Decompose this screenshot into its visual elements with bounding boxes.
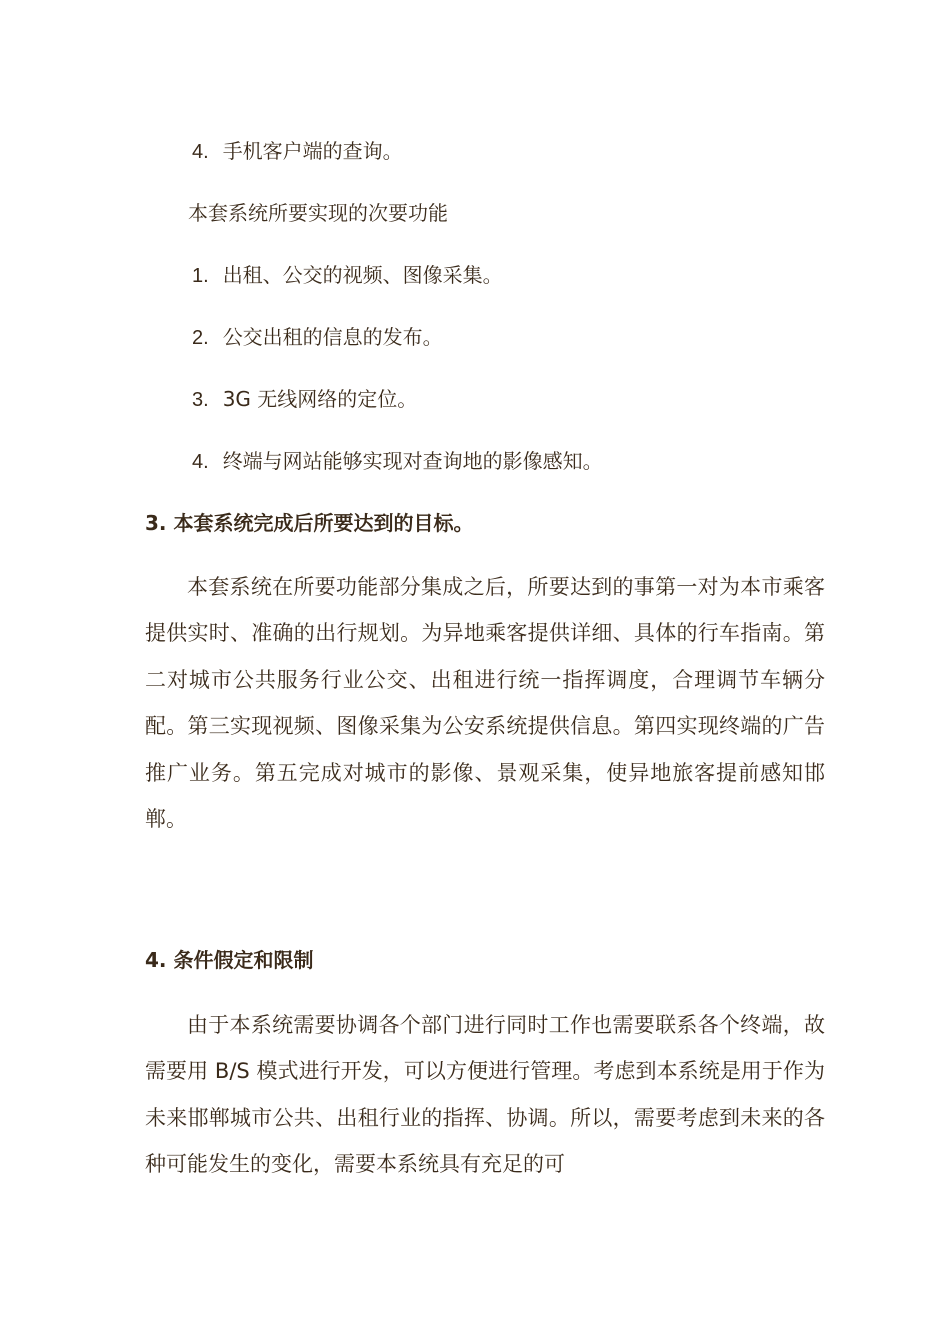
list-item-number: 2. <box>192 327 209 349</box>
section-heading-assumptions: 4. 条件假定和限制 <box>145 948 314 972</box>
section-paragraph-assumptions: 由于本系统需要协调各个部门进行同时工作也需要联系各个终端，故需要用 B/S 模式进行开发，可以方便进行管理。考虑到本系统是用于作为未来邯郸城市公共、出租行业的指挥、协调。所以，需要考虑到未来的各种可能发生的变化，需要本系统具有充足的可 <box>145 1013 825 1177</box>
list-item-text: 3G 无线网络的定位。 <box>222 387 418 411</box>
list-item <box>192 137 403 166</box>
list-item <box>192 261 503 290</box>
list-item-number: 4. <box>192 451 209 473</box>
list-item-number: 3. <box>192 389 209 411</box>
list-item-number: 4. <box>192 141 209 163</box>
list-item-text: 终端与网站能够实现对查询地的影像感知。 <box>222 449 603 473</box>
list-item-text: 公交出租的信息的发布。 <box>222 325 443 349</box>
secondary-functions-intro: 本套系统所要实现的次要功能 <box>188 201 448 225</box>
section-paragraph-goals: 本套系统在所要功能部分集成之后，所要达到的事第一对为本市乘客提供实时、准确的出行规划。为异地乘客提供详细、具体的行车指南。第二对城市公共服务行业公交、出租进行统一指挥调度，合理调节车辆分配。第三实现视频、图像采集为公安系统提供信息。第四实现终端的广告推广业务。第五完成对城市的影像、景观采集，使异地旅客提前感知邯郸。 <box>145 575 825 832</box>
list-item-text: 手机客户端的查询。 <box>222 139 403 163</box>
list-item <box>192 323 443 352</box>
list-item <box>192 447 603 476</box>
list-item-text: 出租、公交的视频、图像采集。 <box>222 263 503 287</box>
list-item <box>192 385 417 414</box>
list-item-number: 1. <box>192 265 209 287</box>
section-heading-goals: 3. 本套系统完成后所要达到的目标。 <box>145 511 474 535</box>
